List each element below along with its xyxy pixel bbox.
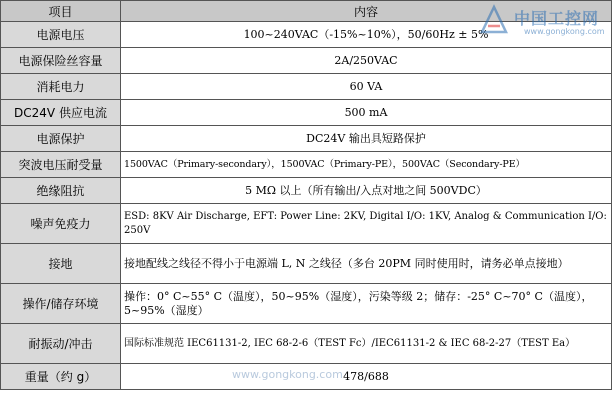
row-value: 500 mA [121, 100, 612, 126]
table-row [1, 126, 612, 152]
row-label: DC24V 供应电流 [1, 100, 121, 126]
logo-name: 中国工控网 [514, 9, 600, 28]
table-row [1, 364, 612, 390]
row-label: 操作/储存环境 [1, 284, 121, 324]
table-row [1, 204, 612, 244]
table-row [1, 324, 612, 364]
row-value: 1500VAC（Primary-secondary），1500VAC（Primary-PE），500VAC（Secondary-PE） [121, 152, 612, 178]
row-value: 接地配线之线径不得小于电源端 L, N 之线径（多台 20PM 同时使用时，请务必单点接地） [121, 244, 612, 284]
row-label: 噪声免疫力 [1, 204, 121, 244]
table-row [1, 284, 612, 324]
watermark-text: www.gongkong.com [232, 368, 343, 381]
header-item: 项目 [1, 1, 121, 22]
header-content: 内容 [121, 1, 612, 22]
table-row [1, 178, 612, 204]
row-value: 478/688 [121, 364, 612, 390]
row-value: ESD: 8KV Air Discharge, EFT: Power Line: 2KV, Digital I/O: 1KV, Analog & Communication I/O: 250V [121, 204, 612, 244]
table-row [1, 48, 612, 74]
row-label: 重量（约 g） [1, 364, 121, 390]
row-value: 5 MΩ 以上（所有输出/入点对地之间 500VDC） [121, 178, 612, 204]
row-label: 电源保险丝容量 [1, 48, 121, 74]
row-label: 消耗电力 [1, 74, 121, 100]
row-value: 2A/250VAC [121, 48, 612, 74]
table-row [1, 100, 612, 126]
row-label: 接地 [1, 244, 121, 284]
row-label: 耐振动/冲击 [1, 324, 121, 364]
row-value: 60 VA [121, 74, 612, 100]
row-label: 突波电压耐受量 [1, 152, 121, 178]
table-row [1, 244, 612, 284]
row-value: 100~240VAC（-15%~10%），50/60Hz ± 5% [121, 22, 612, 48]
row-label: 绝缘阻抗 [1, 178, 121, 204]
row-label: 电源电压 [1, 22, 121, 48]
table-row [1, 74, 612, 100]
row-label: 电源保护 [1, 126, 121, 152]
table-header-row [1, 1, 612, 22]
row-value: 国际标准规范 IEC61131-2, IEC 68-2-6（TEST Fc）/IEC61131-2 & IEC 68-2-27（TEST Ea） [121, 324, 612, 364]
table-row [1, 152, 612, 178]
row-value: 操作：0° C~55° C（温度），50~95%（湿度），污染等级 2；储存：-25° C~70° C（温度），5~95%（湿度） [121, 284, 612, 324]
row-value: DC24V 输出具短路保护 [121, 126, 612, 152]
logo-url: www.gongkong.com [524, 27, 605, 36]
table-row [1, 22, 612, 48]
